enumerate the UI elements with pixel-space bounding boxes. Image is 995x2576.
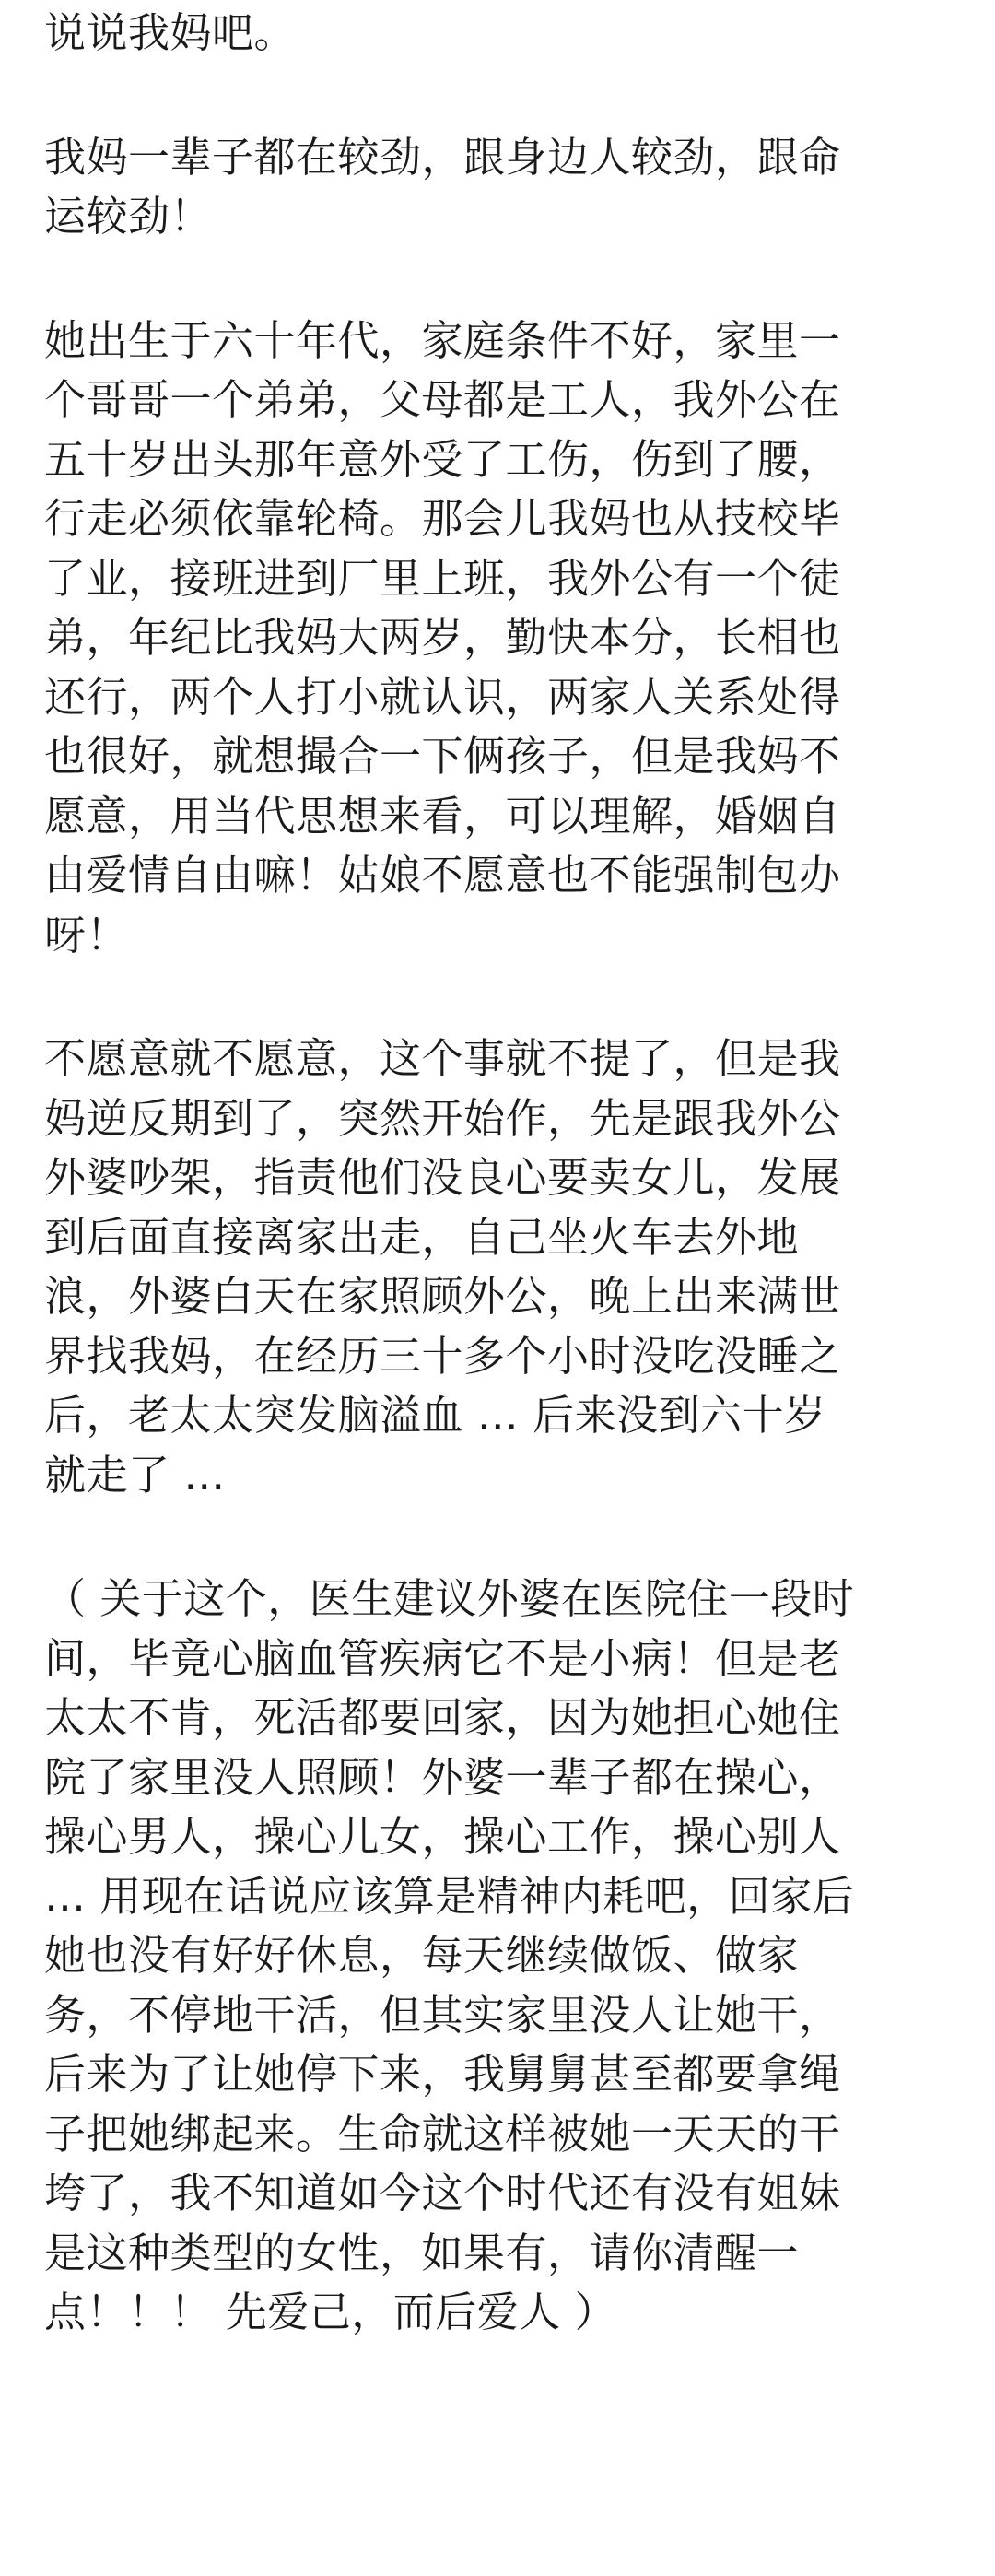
text-line: 外婆吵架，指责他们没良心要卖女儿，发展 [44,1153,841,1202]
text-line: 还行，两个人打小就认识，两家人关系处得 [44,672,841,722]
text-line: 太太不肯，死活都要回家，因为她担心她住 [44,1693,841,1742]
text-line: 行走必须依靠轮椅。那会儿我妈也从技校毕 [44,494,841,543]
text-line: 五十岁出头那年意外受了工伤，伤到了腰， [44,434,841,484]
text-line: 后，老太太突发脑溢血 … 后来没到六十岁 [44,1391,826,1440]
text-line: 不愿意就不愿意，这个事就不提了，但是我 [44,1034,841,1083]
text-line: 浪，外婆白天在家照顾外公，晚上出来满世 [44,1272,841,1321]
text-line: 了业，接班进到厂里上班，我外公有一个徒 [44,553,841,603]
text-line: 后来为了让她停下来，我舅舅甚至都要拿绳 [44,2050,841,2099]
text-line: 弟，年纪比我妈大两岁，勤快本分，长相也 [44,613,841,662]
text-line: 我妈一辈子都在较劲，跟身边人较劲，跟命 [44,132,841,182]
text-line: … 用现在话说应该算是精神内耗吧，回家后 [44,1871,855,1921]
text-line: 愿意，用当代思想来看，可以理解，婚姻自 [44,791,841,841]
text-line: （ 关于这个，医生建议外婆在医院住一段时 [44,1574,855,1623]
text-line: 她出生于六十年代，家庭条件不好，家里一 [44,315,841,365]
text-line: 个哥哥一个弟弟，父母都是工人，我外公在 [44,375,841,424]
article-body [44,4,966,2343]
text-line: 运较劲！ [44,192,213,241]
text-line: 子把她绑起来。生命就这样被她一天天的干 [44,2109,841,2158]
paragraph-2 [44,128,966,247]
text-line: 院了家里没人照顾！外婆一辈子都在操心， [44,1752,841,1802]
text-line: 她也没有好好休息，每天继续做饭、做家 [44,1931,800,1980]
paragraph-1 [44,4,966,64]
text-line: 务，不停地干活，但其实家里没人让她干， [44,1990,841,2040]
text-line: 垮了，我不知道如今这个时代还有没有姐妹 [44,2169,841,2217]
text-line: 到后面直接离家出走，自己坐火车去外地 [44,1212,800,1262]
text-line: 就走了 … [44,1450,226,1500]
text-line: 呀！ [44,910,129,959]
text-line: 说说我妈吧。 [44,8,297,57]
text-line: 界找我妈，在经历三十多个小时没吃没睡之 [44,1331,841,1381]
text-line: 是这种类型的女性，如果有，请你清醒一 [44,2228,800,2277]
paragraph-5 [44,1570,966,2343]
text-line: 也很好，就想撮合一下俩孩子，但是我妈不 [44,732,841,781]
text-line: 操心男人，操心儿女，操心工作，操心别人 [44,1812,841,1861]
text-line: 妈逆反期到了，突然开始作，先是跟我外公 [44,1093,841,1143]
text-line: 间，毕竟心脑血管疾病它不是小病！但是老 [44,1633,841,1683]
text-line: 由爱情自由嘛！姑娘不愿意也不能强制包办 [44,851,841,900]
paragraph-4 [44,1029,966,1505]
paragraph-3 [44,312,966,966]
text-line: 点！！！ 先爱己，而后爱人 ） [44,2288,617,2336]
